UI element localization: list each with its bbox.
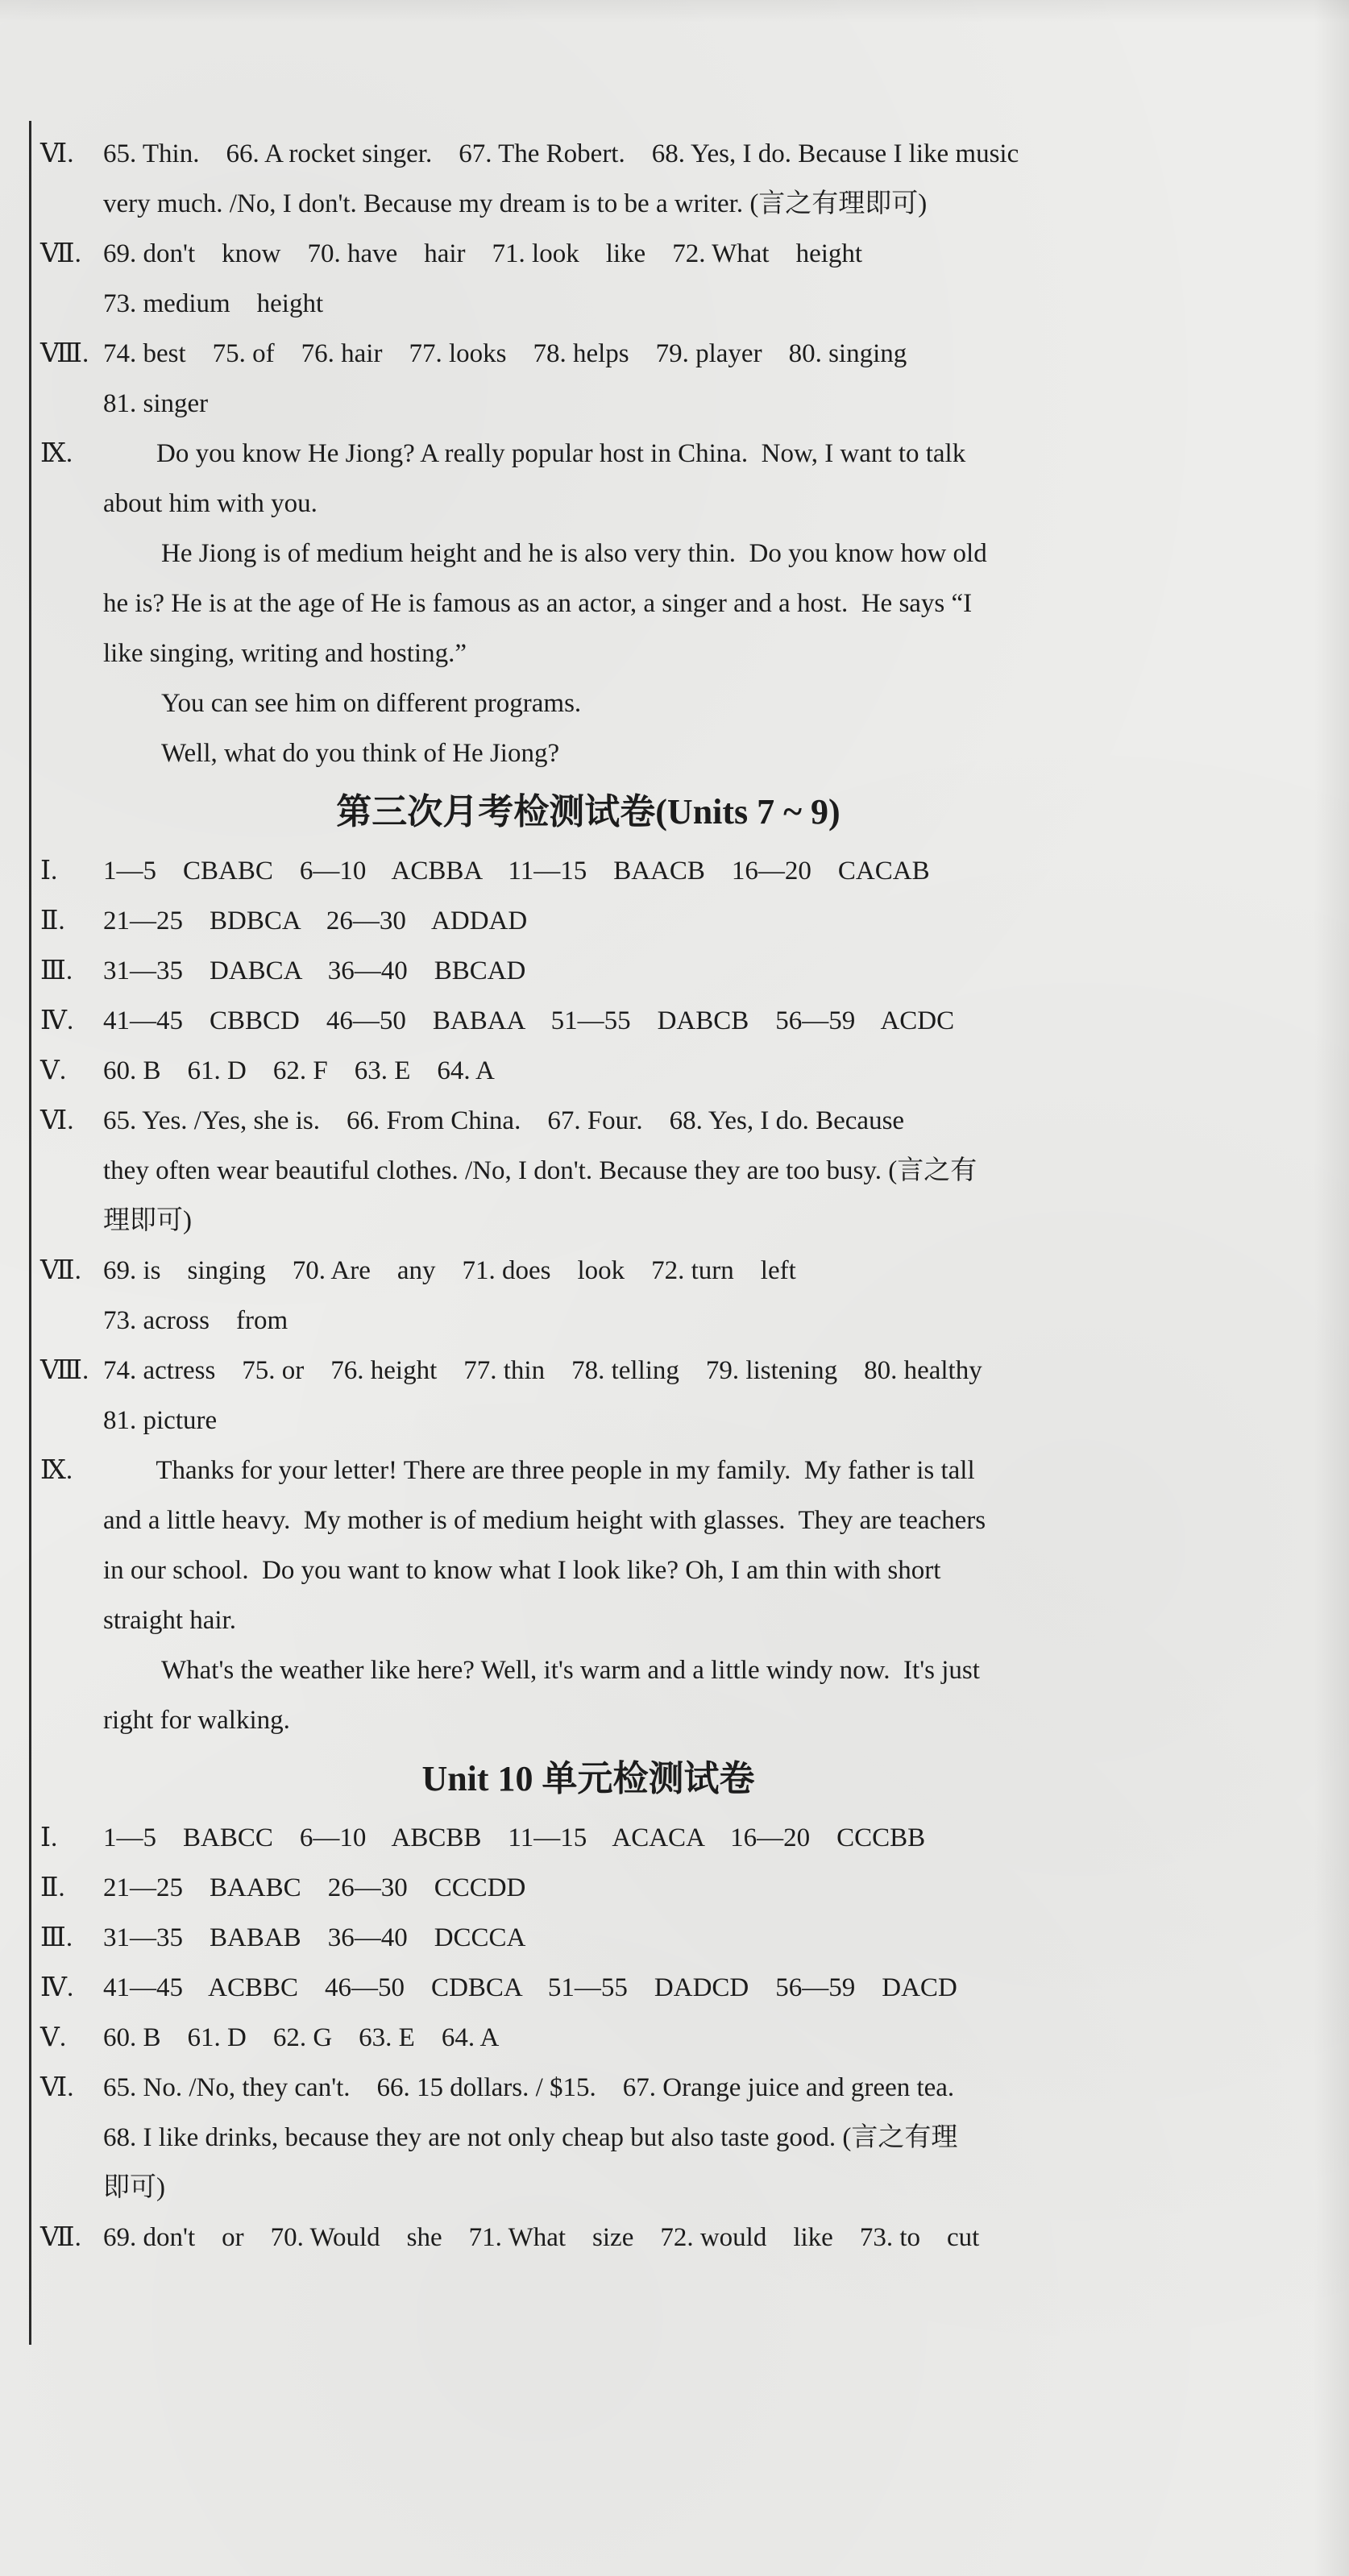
roman-numeral: Ⅲ.: [40, 956, 73, 985]
continuation-line: 81. singer: [103, 389, 209, 418]
answer-text: 21—25 BDBCA 26—30 ADDAD: [103, 906, 528, 935]
roman-numeral: Ⅰ.: [40, 857, 58, 886]
answer-text: 31—35 BABAB 36—40 DCCCA: [103, 1923, 526, 1952]
answer-line: [40, 946, 1120, 996]
continuation-line: very much. /No, I don't. Because my dream is to be a writer. (言之有理即可): [103, 189, 928, 218]
answer-text: Do you know He Jiong? A really popular host in China. Now, I want to talk: [103, 439, 966, 468]
answer-line: [40, 1246, 1120, 1296]
answer-text: 69. is singing 70. Are any 71. does look 72. turn left: [103, 1256, 796, 1285]
answer-text: 74. actress 75. or 76. height 77. thin 78. telling 79. listening 80. healthy: [103, 1356, 982, 1385]
answer-text: 60. B 61. D 62. F 63. E 64. A: [103, 1056, 495, 1085]
answer-text: 41—45 ACBBC 46—50 CDBCA 51—55 DADCD 56—59 DACD: [103, 1973, 957, 2002]
roman-numeral: Ⅳ.: [40, 1006, 74, 1035]
continuation-line: and a little heavy. My mother is of medium height with glasses. They are teachers: [103, 1506, 986, 1535]
answer-text: 60. B 61. D 62. G 63. E 64. A: [103, 2023, 500, 2052]
roman-numeral: Ⅳ.: [40, 1973, 74, 2002]
roman-numeral: Ⅷ.: [40, 339, 89, 368]
roman-numeral: Ⅶ.: [40, 1256, 81, 1285]
roman-numeral: Ⅴ.: [40, 2023, 67, 2052]
answer-line: [40, 1046, 1120, 1096]
continuation-line: 73. across from: [103, 1306, 288, 1335]
paragraph-start: What's the weather like here? Well, it's warm and a little windy now. It's just: [161, 1656, 980, 1685]
answer-line: [40, 229, 1120, 279]
answer-key-content: [40, 129, 1120, 2263]
continuation-line: 即可): [103, 2173, 165, 2202]
roman-numeral: Ⅸ.: [40, 1456, 73, 1485]
roman-numeral: Ⅶ.: [40, 239, 81, 268]
roman-numeral: Ⅵ.: [40, 139, 74, 168]
continuation-line: they often wear beautiful clothes. /No, I don't. Because they are too busy. (言之有: [103, 1156, 978, 1185]
roman-numeral: Ⅸ.: [40, 439, 73, 468]
answer-text: 1—5 CBABC 6—10 ACBBA 11—15 BAACB 16—20 CACAB: [103, 857, 930, 886]
answer-line: [40, 996, 1120, 1046]
answer-line: [40, 1963, 1120, 2013]
answer-line: [40, 2063, 1120, 2113]
continuation-line: 68. I like drinks, because they are not only cheap but also taste good. (言之有理: [103, 2123, 958, 2152]
scan-shadow-top: [0, 0, 1349, 23]
roman-numeral: Ⅱ.: [40, 906, 65, 935]
continuation-line: 73. medium height: [103, 289, 324, 318]
roman-numeral: Ⅷ.: [40, 1356, 89, 1385]
continuation-line: straight hair.: [103, 1606, 236, 1635]
continuation-line: in our school. Do you want to know what I look like? Oh, I am thin with short: [103, 1556, 941, 1585]
section-heading: Unit 10 单元检测试卷: [421, 1759, 755, 1798]
continuation-line: like singing, writing and hosting.”: [103, 639, 467, 668]
section-heading: 第三次月考检测试卷(Units 7 ~ 9): [336, 792, 841, 832]
paragraph-start: Well, what do you think of He Jiong?: [161, 739, 560, 768]
roman-numeral: Ⅰ.: [40, 1823, 58, 1852]
answer-line: [40, 129, 1120, 179]
answer-line: [40, 1096, 1120, 1146]
roman-numeral: Ⅴ.: [40, 1056, 67, 1085]
answer-text: 31—35 DABCA 36—40 BBCAD: [103, 956, 526, 985]
answer-line: [40, 1446, 1120, 1495]
continuation-line: about him with you.: [103, 489, 318, 518]
answer-line: [40, 2013, 1120, 2063]
answer-line: [40, 429, 1120, 479]
continuation-line: he is? He is at the age of He is famous as an actor, a singer and a host. He says “I: [103, 589, 973, 618]
continuation-line: 理即可): [103, 1206, 192, 1235]
answer-line: [40, 2213, 1120, 2263]
roman-numeral: Ⅵ.: [40, 1106, 74, 1135]
paragraph-start: You can see him on different programs.: [161, 689, 582, 718]
answer-line: [40, 1913, 1120, 1963]
answer-line: [40, 1813, 1120, 1863]
answer-line: [40, 846, 1120, 896]
answer-text: Thanks for your letter! There are three people in my family. My father is tall: [103, 1456, 975, 1485]
answer-text: 21—25 BAABC 26—30 CCCDD: [103, 1873, 526, 1902]
roman-numeral: Ⅵ.: [40, 2073, 74, 2102]
answer-text: 41—45 CBBCD 46—50 BABAA 51—55 DABCB 56—59 ACDC: [103, 1006, 955, 1035]
answer-text: 69. don't or 70. Would she 71. What size 72. would like 73. to cut: [103, 2223, 980, 2252]
continuation-line: right for walking.: [103, 1706, 290, 1735]
answer-text: 65. Thin. 66. A rocket singer. 67. The Robert. 68. Yes, I do. Because I like music: [103, 139, 1019, 168]
answer-line: [40, 329, 1120, 379]
answer-text: 69. don't know 70. have hair 71. look like 72. What height: [103, 239, 863, 268]
answer-text: 65. No. /No, they can't. 66. 15 dollars. / $15. 67. Orange juice and green tea.: [103, 2073, 955, 2102]
answer-line: [40, 1346, 1120, 1396]
answer-line: [40, 1863, 1120, 1913]
roman-numeral: Ⅶ.: [40, 2223, 81, 2252]
continuation-line: 81. picture: [103, 1406, 218, 1435]
answer-line: [40, 896, 1120, 946]
paragraph-start: He Jiong is of medium height and he is also very thin. Do you know how old: [161, 539, 987, 568]
margin-rule: [29, 121, 31, 2345]
answer-text: 65. Yes. /Yes, she is. 66. From China. 67. Four. 68. Yes, I do. Because: [103, 1106, 905, 1135]
answer-text: 74. best 75. of 76. hair 77. looks 78. helps 79. player 80. singing: [103, 339, 907, 368]
answer-text: 1—5 BABCC 6—10 ABCBB 11—15 ACACA 16—20 CCCBB: [103, 1823, 926, 1852]
roman-numeral: Ⅱ.: [40, 1873, 65, 1902]
scan-shadow-right: [1314, 0, 1349, 2576]
roman-numeral: Ⅲ.: [40, 1923, 73, 1952]
